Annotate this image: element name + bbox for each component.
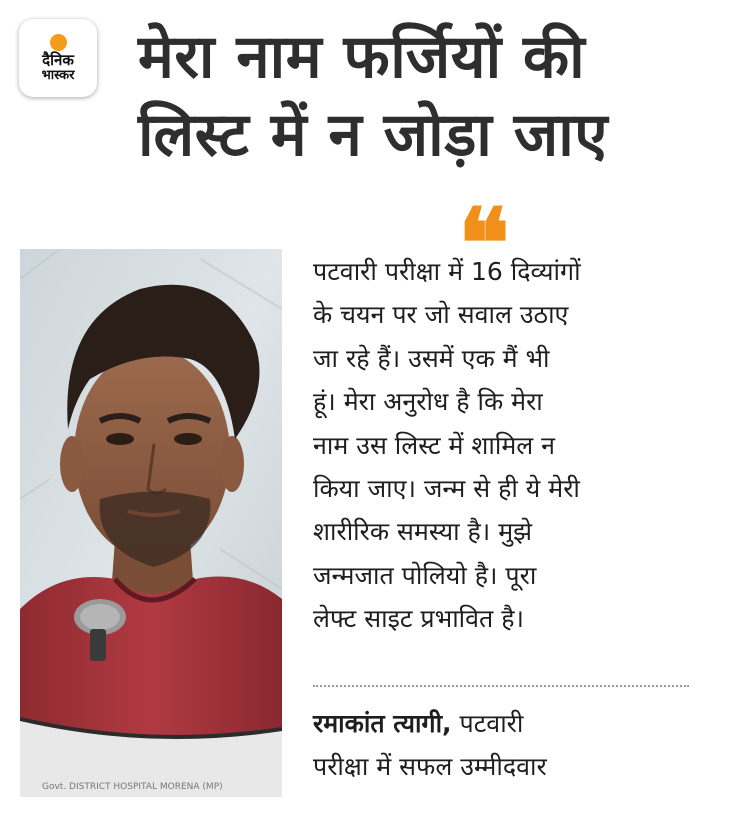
- quote-line: हूं। मेरा अनुरोध है कि मेरा: [313, 387, 543, 417]
- logo-text-line2: भास्कर: [41, 67, 75, 83]
- portrait-photo: [20, 249, 282, 797]
- shirt-print-text: Govt. DISTRICT HOSPITAL MORENA (MP): [42, 782, 223, 792]
- headline-line-1: मेरा नाम फर्जियों की: [138, 22, 586, 92]
- dotted-divider: [313, 685, 689, 687]
- quote-line: शारीरिक समस्या है। मुझे: [313, 517, 533, 547]
- logo-text-line1: दैनिक: [42, 50, 74, 69]
- quote-line: नाम उस लिस्ट में शामिल न: [313, 430, 556, 460]
- speaker-role-part2: परीक्षा में सफल उम्मीदवार: [313, 752, 547, 781]
- quote-line: किया जाए। जन्म से ही ये मेरी: [313, 474, 580, 504]
- headline-line-2: लिस्ट में न जोड़ा जाए: [138, 100, 608, 170]
- quote-line: जा रहे हैं। उसमें एक मैं भी: [313, 343, 550, 373]
- attribution-line-1: [313, 702, 713, 745]
- quote-line: पटवारी परीक्षा में 16 दिव्यांगों: [313, 257, 581, 286]
- quote-line: के चयन पर जो सवाल उठाए: [313, 300, 569, 330]
- quote-line: लेफ्ट साइट प्रभावित है।: [313, 604, 524, 634]
- logo-sun-dot-icon: [50, 34, 67, 51]
- headline: [138, 18, 713, 174]
- attribution: [313, 702, 713, 788]
- quote-line: जन्मजात पोलियो है। पूरा: [313, 560, 537, 590]
- speaker-role-part1: पटवारी: [451, 709, 524, 738]
- dainik-bhaskar-logo: [19, 19, 97, 97]
- quote-text: [313, 250, 713, 641]
- quote-mark-icon: ❝: [458, 187, 510, 300]
- speaker-name: रमाकांत त्यागी,: [313, 709, 452, 738]
